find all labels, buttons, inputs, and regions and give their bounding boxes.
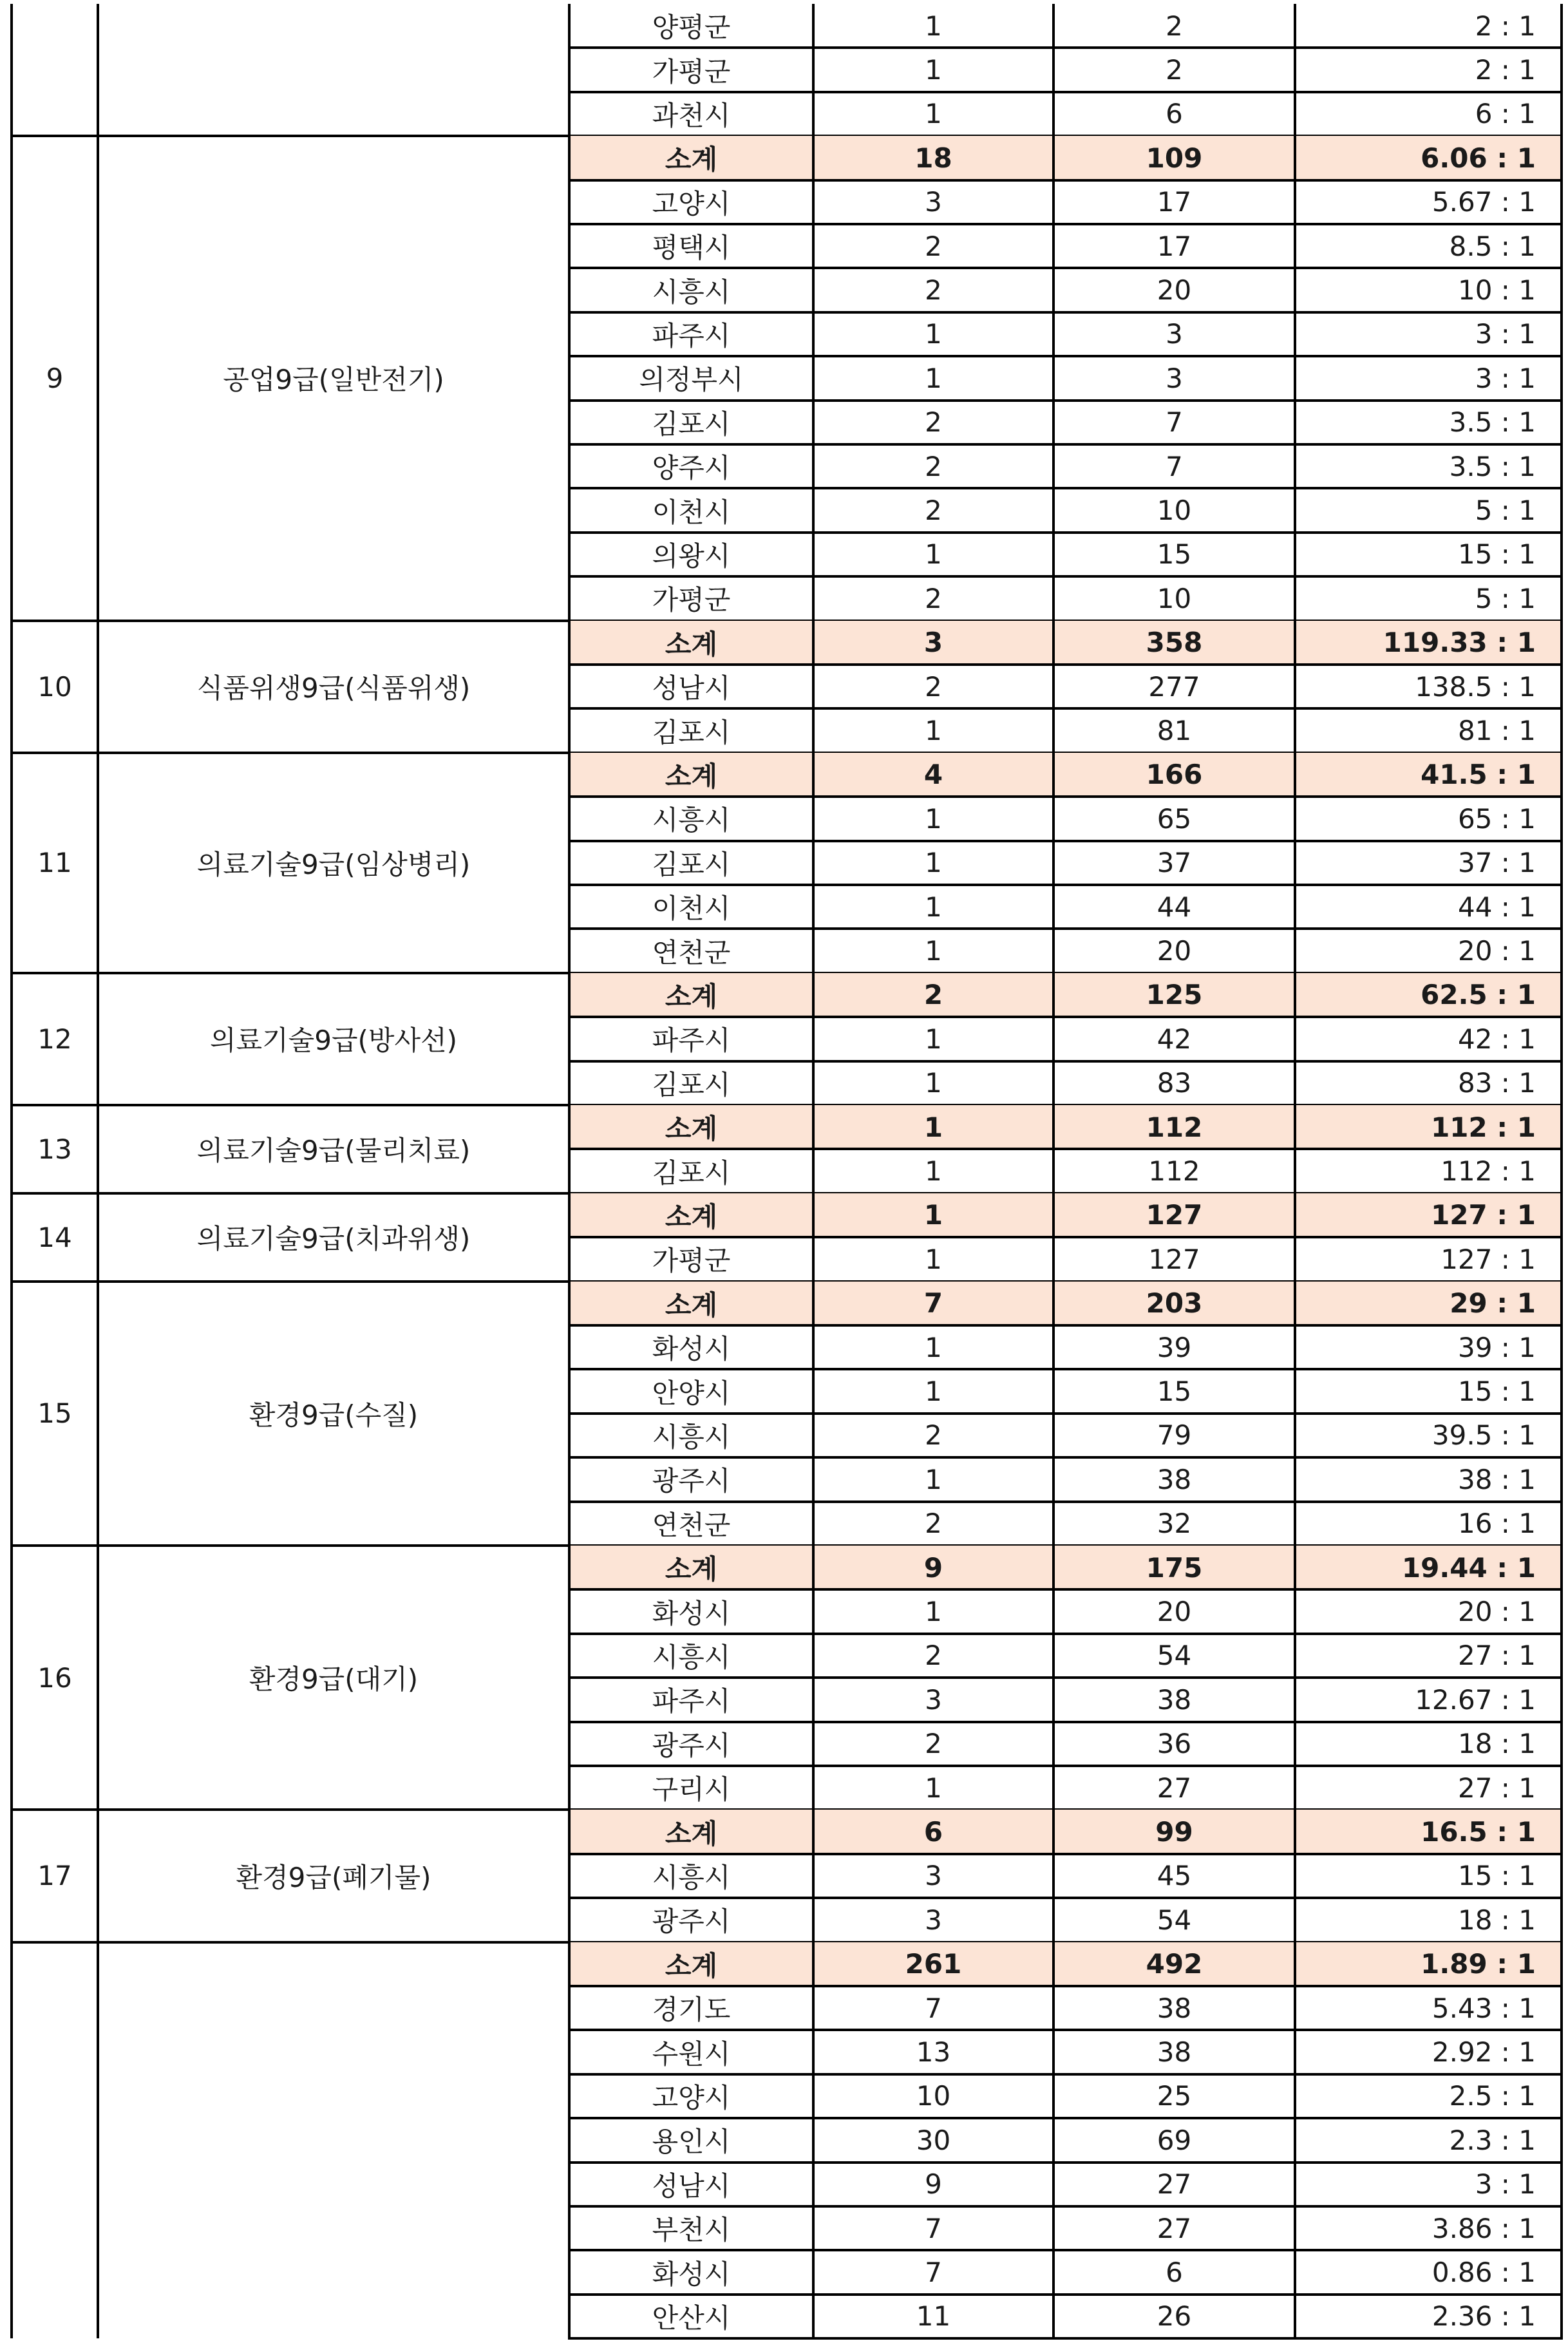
quota-cell: 2 — [925, 1640, 942, 1672]
row-number: 11 — [37, 847, 72, 879]
quota-cell: 1 — [925, 10, 942, 42]
ratio-cell: 3.5 : 1 — [1449, 450, 1536, 482]
row-number: 10 — [37, 670, 72, 703]
job-category: 식품위생9급(식품위생) — [196, 672, 471, 705]
row-number: 13 — [37, 1133, 72, 1165]
quota-cell: 9 — [925, 2168, 942, 2201]
quota-cell: 1 — [925, 1376, 942, 1408]
quota-cell: 1 — [925, 54, 942, 86]
quota-cell: 7 — [925, 1992, 942, 2024]
applicants-cell: 166 — [1053, 753, 1295, 797]
subtotal-label: 소계 — [569, 1546, 813, 1589]
applicants-cell: 7 — [1166, 450, 1183, 482]
ratio-cell: 16.5 : 1 — [1295, 1810, 1562, 1853]
ratio-cell: 2.5 : 1 — [1449, 2080, 1536, 2112]
applicants-cell: 20 — [1157, 935, 1192, 967]
ratio-cell: 2.3 : 1 — [1449, 2124, 1536, 2156]
ratio-cell: 38 : 1 — [1457, 1463, 1536, 1495]
quota-cell: 7 — [813, 1282, 1053, 1325]
quota-cell: 1 — [925, 362, 942, 394]
quota-cell: 10 — [916, 2080, 951, 2112]
border-left — [10, 1942, 13, 2339]
ratio-cell: 42 : 1 — [1457, 1023, 1536, 1055]
column-divider — [97, 1193, 99, 1282]
applicants-cell: 38 — [1157, 2036, 1192, 2069]
applicants-cell: 3 — [1166, 318, 1183, 350]
ratio-cell: 44 : 1 — [1457, 891, 1536, 923]
row-number: 16 — [37, 1662, 72, 1694]
applicants-cell: 26 — [1157, 2300, 1192, 2333]
quota-cell: 1 — [925, 1067, 942, 1099]
quota-cell: 1 — [925, 847, 942, 879]
quota-cell: 1 — [925, 538, 942, 571]
border-left — [10, 753, 13, 973]
quota-cell: 1 — [813, 1193, 1053, 1237]
quota-cell: 30 — [916, 2124, 951, 2156]
border-left — [10, 621, 13, 753]
quota-cell: 2 — [925, 450, 942, 482]
quota-cell: 1 — [925, 802, 942, 835]
subtotal-label: 소계 — [569, 1282, 813, 1325]
quota-cell: 13 — [916, 2036, 951, 2069]
applicants-cell: 54 — [1157, 1904, 1192, 1936]
quota-cell: 1 — [925, 1772, 942, 1804]
job-category: 공업9급(일반전기) — [223, 364, 444, 396]
region-cell: 구리시 — [652, 1774, 731, 1806]
region-cell: 경기도 — [652, 1994, 731, 2026]
ratio-cell: 15 : 1 — [1457, 538, 1536, 571]
border-left — [10, 1193, 13, 1282]
quota-cell: 2 — [925, 670, 942, 703]
region-cell: 과천시 — [652, 99, 731, 131]
ratio-cell: 5.67 : 1 — [1431, 186, 1536, 218]
region-cell: 성남시 — [652, 672, 731, 705]
ratio-cell: 20 : 1 — [1457, 935, 1536, 967]
applicants-cell: 69 — [1157, 2124, 1192, 2156]
quota-cell: 1 — [925, 1243, 942, 1275]
ratio-cell: 18 : 1 — [1457, 1728, 1536, 1760]
quota-cell: 3 — [813, 621, 1053, 665]
row-divider — [568, 2337, 1563, 2340]
applicants-cell: 65 — [1157, 802, 1192, 835]
ratio-cell: 15 : 1 — [1457, 1860, 1536, 1892]
applicants-cell: 81 — [1157, 715, 1192, 747]
applicants-cell: 45 — [1157, 1860, 1192, 1892]
subtotal-label: 소계 — [569, 1193, 813, 1237]
ratio-cell: 83 : 1 — [1457, 1067, 1536, 1099]
applicants-cell: 7 — [1166, 406, 1183, 439]
ratio-cell: 127 : 1 — [1295, 1193, 1562, 1237]
applicants-cell: 27 — [1157, 1772, 1192, 1804]
ratio-cell: 27 : 1 — [1457, 1772, 1536, 1804]
row-number: 17 — [37, 1860, 72, 1892]
applicants-cell: 99 — [1053, 1810, 1295, 1853]
ratio-cell: 112 : 1 — [1440, 1155, 1536, 1188]
column-divider — [97, 1810, 99, 1942]
applicants-cell: 15 — [1157, 538, 1192, 571]
quota-cell: 1 — [925, 1331, 942, 1363]
applicants-cell: 6 — [1166, 98, 1183, 130]
applicants-cell: 3 — [1166, 362, 1183, 394]
region-cell: 안산시 — [652, 2302, 731, 2334]
applicants-cell: 10 — [1157, 582, 1192, 614]
subtotal-label: 소계 — [569, 1810, 813, 1853]
region-cell: 용인시 — [652, 2126, 731, 2158]
region-cell: 가평군 — [652, 55, 731, 88]
region-cell: 시흥시 — [652, 804, 731, 837]
job-category: 환경9급(대기) — [249, 1663, 419, 1696]
applicants-cell: 125 — [1053, 973, 1295, 1017]
applicants-cell: 203 — [1053, 1282, 1295, 1325]
column-divider — [97, 1282, 99, 1546]
applicants-cell: 27 — [1157, 2168, 1192, 2201]
quota-cell: 3 — [925, 1860, 942, 1892]
quota-cell: 2 — [813, 973, 1053, 1017]
ratio-cell: 112 : 1 — [1295, 1105, 1562, 1149]
region-cell: 양주시 — [652, 452, 731, 484]
region-cell: 가평군 — [652, 584, 731, 616]
quota-cell: 1 — [925, 1155, 942, 1188]
applicants-cell: 39 — [1157, 1331, 1192, 1363]
applicants-cell: 2 — [1166, 54, 1183, 86]
region-cell: 광주시 — [652, 1906, 731, 1938]
column-divider — [97, 136, 99, 620]
border-left — [10, 1810, 13, 1942]
applicants-cell: 79 — [1157, 1419, 1192, 1452]
ratio-cell: 39 : 1 — [1457, 1331, 1536, 1363]
column-divider — [97, 1105, 99, 1193]
quota-cell: 11 — [916, 2300, 951, 2333]
applicants-cell: 109 — [1053, 136, 1295, 180]
region-cell: 화성시 — [652, 1333, 731, 1365]
subtotal-label: 소계 — [569, 973, 813, 1017]
row-number: 15 — [37, 1397, 72, 1430]
region-cell: 파주시 — [652, 319, 731, 352]
quota-cell: 3 — [925, 1683, 942, 1716]
row-number: 14 — [37, 1221, 72, 1253]
subtotal-label: 소계 — [569, 1105, 813, 1149]
quota-cell: 1 — [925, 1463, 942, 1495]
region-cell: 김포시 — [652, 408, 731, 440]
ratio-cell: 37 : 1 — [1457, 847, 1536, 879]
subtotal-label: 소계 — [569, 621, 813, 665]
region-cell: 화성시 — [652, 2258, 731, 2290]
region-cell: 수원시 — [652, 2038, 731, 2070]
region-cell: 평택시 — [652, 232, 731, 264]
quota-cell: 2 — [925, 1419, 942, 1452]
region-cell: 양평군 — [652, 12, 731, 44]
quota-cell: 2 — [925, 1508, 942, 1540]
row-number — [12, 1942, 98, 2339]
region-cell: 김포시 — [652, 848, 731, 880]
region-cell: 김포시 — [652, 1157, 731, 1189]
job-category: 의료기술9급(치과위생) — [196, 1223, 471, 1255]
applicants-cell: 6 — [1166, 2257, 1183, 2289]
region-cell: 김포시 — [652, 1068, 731, 1101]
applicants-cell: 20 — [1157, 1596, 1192, 1628]
region-cell: 파주시 — [652, 1025, 731, 1057]
applicants-cell: 32 — [1157, 1508, 1192, 1540]
applicants-cell: 15 — [1157, 1376, 1192, 1408]
region-cell: 시흥시 — [652, 276, 731, 308]
column-divider — [812, 4, 815, 2338]
applicants-cell: 38 — [1157, 1992, 1192, 2024]
column-divider — [1294, 4, 1296, 2338]
applicants-cell: 112 — [1148, 1155, 1200, 1188]
region-cell: 안양시 — [652, 1377, 731, 1409]
quota-cell: 2 — [925, 406, 942, 439]
ratio-cell: 6.06 : 1 — [1295, 136, 1562, 180]
job-category — [98, 1942, 569, 2339]
column-divider — [568, 4, 571, 2338]
applicants-cell: 10 — [1157, 495, 1192, 527]
region-cell: 시흥시 — [652, 1421, 731, 1453]
column-divider — [97, 973, 99, 1105]
region-cell: 광주시 — [652, 1465, 731, 1497]
job-category: 의료기술9급(임상병리) — [196, 848, 471, 880]
ratio-cell: 6 : 1 — [1475, 98, 1536, 130]
ratio-cell: 2 : 1 — [1475, 10, 1536, 42]
ratio-cell: 8.5 : 1 — [1449, 230, 1536, 262]
ratio-cell: 5 : 1 — [1475, 582, 1536, 614]
quota-cell: 3 — [925, 1904, 942, 1936]
ratio-cell: 12.67 : 1 — [1415, 1683, 1536, 1716]
ratio-cell: 5.43 : 1 — [1431, 1992, 1536, 2024]
quota-cell: 1 — [925, 318, 942, 350]
ratio-cell: 5 : 1 — [1475, 495, 1536, 527]
ratio-cell: 29 : 1 — [1295, 1282, 1562, 1325]
ratio-cell: 15 : 1 — [1457, 1376, 1536, 1408]
ratio-cell: 2.36 : 1 — [1431, 2300, 1536, 2333]
ratio-cell: 119.33 : 1 — [1295, 621, 1562, 665]
region-cell: 파주시 — [652, 1685, 731, 1718]
ratio-cell: 10 : 1 — [1457, 274, 1536, 307]
row-number: 12 — [37, 1023, 72, 1055]
applicants-cell: 38 — [1157, 1463, 1192, 1495]
quota-cell: 1 — [813, 1105, 1053, 1149]
subtotal-label: 소계 — [569, 753, 813, 797]
ratio-cell: 39.5 : 1 — [1431, 1419, 1536, 1452]
applicants-cell: 492 — [1053, 1942, 1295, 1986]
border-left — [10, 973, 13, 1105]
quota-cell: 6 — [813, 1810, 1053, 1853]
quota-cell: 3 — [925, 186, 942, 218]
quota-cell: 1 — [925, 1596, 942, 1628]
applicants-cell: 17 — [1157, 186, 1192, 218]
quota-cell: 1 — [925, 1023, 942, 1055]
region-cell: 시흥시 — [652, 1861, 731, 1893]
ratio-cell: 41.5 : 1 — [1295, 753, 1562, 797]
applicants-cell: 2 — [1166, 10, 1183, 42]
ratio-cell: 127 : 1 — [1440, 1243, 1536, 1275]
ratio-cell: 138.5 : 1 — [1415, 670, 1536, 703]
border-left — [10, 1105, 13, 1193]
quota-cell: 1 — [925, 891, 942, 923]
region-cell: 이천시 — [652, 893, 731, 925]
quota-cell: 1 — [925, 715, 942, 747]
border-left — [10, 4, 13, 136]
column-divider — [1052, 4, 1055, 2338]
applicants-cell: 358 — [1053, 621, 1295, 665]
ratio-cell: 19.44 : 1 — [1295, 1546, 1562, 1589]
ratio-cell: 3.86 : 1 — [1431, 2212, 1536, 2244]
border-left — [10, 1546, 13, 1810]
applicants-cell: 127 — [1053, 1193, 1295, 1237]
column-divider — [1560, 4, 1563, 2338]
ratio-cell: 3.5 : 1 — [1449, 406, 1536, 439]
applicants-cell: 17 — [1157, 230, 1192, 262]
ratio-cell: 81 : 1 — [1457, 715, 1536, 747]
applicants-cell: 175 — [1053, 1546, 1295, 1589]
quota-cell: 2 — [925, 274, 942, 307]
quota-cell: 2 — [925, 1728, 942, 1760]
region-cell: 연천군 — [652, 936, 731, 969]
applicants-cell: 37 — [1157, 847, 1192, 879]
ratio-cell: 65 : 1 — [1457, 802, 1536, 835]
quota-cell: 1 — [925, 98, 942, 130]
column-divider — [97, 4, 99, 136]
job-category: 환경9급(폐기물) — [236, 1861, 431, 1893]
region-cell: 김포시 — [652, 716, 731, 748]
job-category: 환경9급(수질) — [249, 1399, 419, 1431]
ratio-cell: 3 : 1 — [1475, 362, 1536, 394]
applicants-cell: 38 — [1157, 1683, 1192, 1716]
region-cell: 고양시 — [652, 187, 731, 220]
applicants-cell: 127 — [1148, 1243, 1200, 1275]
region-cell: 가평군 — [652, 1245, 731, 1277]
quota-cell: 4 — [813, 753, 1053, 797]
subtotal-label: 소계 — [569, 1942, 813, 1986]
quota-cell: 18 — [813, 136, 1053, 180]
row-number: 9 — [46, 362, 64, 394]
quota-cell: 7 — [925, 2257, 942, 2289]
applicants-cell: 277 — [1148, 670, 1200, 703]
applicants-cell: 112 — [1053, 1105, 1295, 1149]
column-divider — [97, 1546, 99, 1810]
region-cell: 의왕시 — [652, 540, 731, 572]
job-category: 의료기술9급(방사선) — [209, 1025, 458, 1057]
quota-cell: 9 — [813, 1546, 1053, 1589]
applicants-cell: 54 — [1157, 1640, 1192, 1672]
border-left — [10, 136, 13, 620]
region-cell: 고양시 — [652, 2081, 731, 2114]
region-cell: 의정부시 — [639, 364, 744, 396]
border-left — [10, 1282, 13, 1546]
ratio-cell: 3 : 1 — [1475, 2168, 1536, 2201]
quota-cell: 2 — [925, 582, 942, 614]
quota-cell: 261 — [813, 1942, 1053, 1986]
ratio-cell: 27 : 1 — [1457, 1640, 1536, 1672]
quota-cell: 2 — [925, 495, 942, 527]
quota-cell: 2 — [925, 230, 942, 262]
region-cell: 연천군 — [652, 1509, 731, 1541]
ratio-cell: 18 : 1 — [1457, 1904, 1536, 1936]
applicants-cell: 25 — [1157, 2080, 1192, 2112]
ratio-cell: 0.86 : 1 — [1431, 2257, 1536, 2289]
column-divider — [97, 621, 99, 753]
region-cell: 화성시 — [652, 1597, 731, 1629]
quota-cell: 7 — [925, 2212, 942, 2244]
subtotal-label: 소계 — [569, 136, 813, 180]
ratio-cell: 3 : 1 — [1475, 318, 1536, 350]
applicants-cell: 27 — [1157, 2212, 1192, 2244]
ratio-cell: 62.5 : 1 — [1295, 973, 1562, 1017]
applicants-cell: 36 — [1157, 1728, 1192, 1760]
quota-cell: 1 — [925, 935, 942, 967]
ratio-cell: 2 : 1 — [1475, 54, 1536, 86]
ratio-cell: 16 : 1 — [1457, 1508, 1536, 1540]
region-cell: 시흥시 — [652, 1641, 731, 1673]
region-cell: 부천시 — [652, 2214, 731, 2246]
applicants-cell: 83 — [1157, 1067, 1192, 1099]
ratio-cell: 2.92 : 1 — [1431, 2036, 1536, 2069]
applicants-cell: 44 — [1157, 891, 1192, 923]
job-category: 의료기술9급(물리치료) — [196, 1135, 471, 1167]
column-divider — [97, 1942, 99, 2339]
region-cell: 광주시 — [652, 1729, 731, 1761]
column-divider — [97, 753, 99, 973]
region-cell: 이천시 — [652, 496, 731, 528]
applicants-cell: 20 — [1157, 274, 1192, 307]
region-cell: 성남시 — [652, 2170, 731, 2202]
ratio-cell: 1.89 : 1 — [1295, 1942, 1562, 1986]
applicants-cell: 42 — [1157, 1023, 1192, 1055]
ratio-cell: 20 : 1 — [1457, 1596, 1536, 1628]
